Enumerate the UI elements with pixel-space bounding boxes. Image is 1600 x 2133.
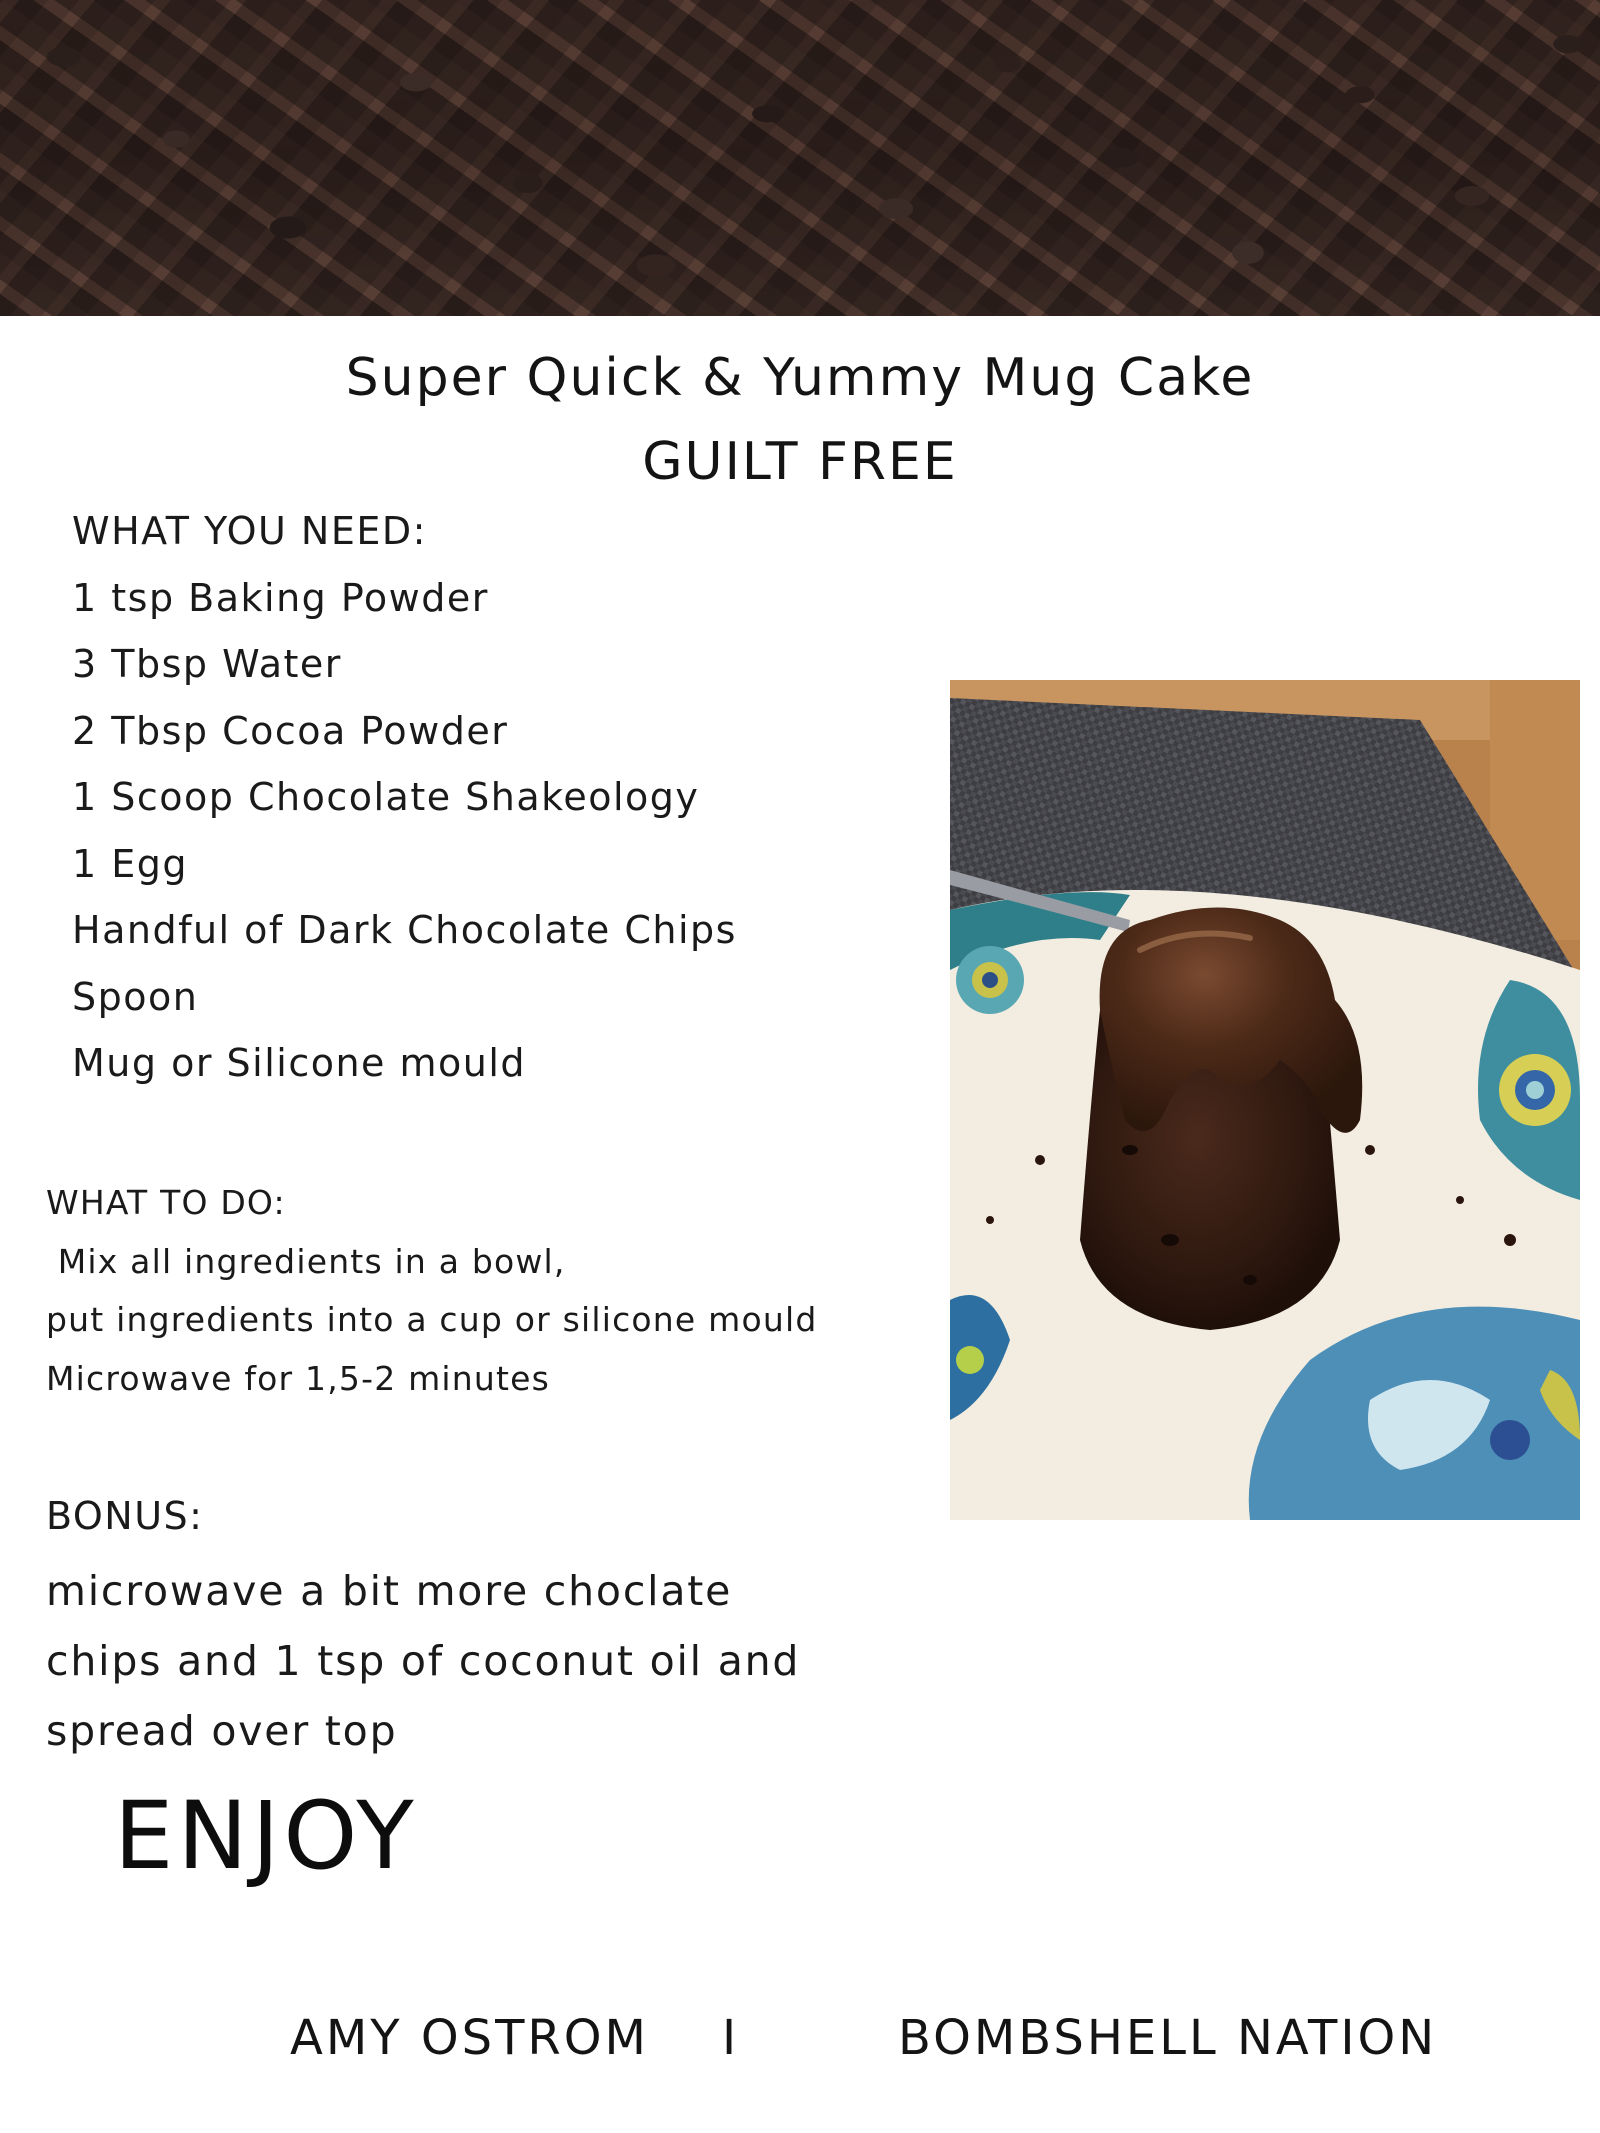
ingredient-item: 2 Tbsp Cocoa Powder xyxy=(72,708,509,753)
instructions-section xyxy=(46,1174,818,1408)
ingredient-item: 1 tsp Baking Powder xyxy=(72,575,489,620)
ingredient-item: Mug or Silicone mould xyxy=(72,1041,527,1085)
footer-separator: I xyxy=(722,2010,740,2066)
enjoy-heading: ENJOY xyxy=(114,1782,418,1891)
mug-cake-photo xyxy=(950,680,1580,1520)
ingredient-item: 1 Scoop Chocolate Shakeology xyxy=(72,775,700,819)
instruction-step: put ingredients into a cup or silicone mould xyxy=(46,1300,818,1339)
bonus-line: microwave a bit more choclate xyxy=(46,1567,733,1615)
instruction-step: Mix all ingredients in a bowl, xyxy=(46,1241,566,1281)
ingredients-section xyxy=(72,498,737,1097)
ingredient-item: Handful of Dark Chocolate Chips xyxy=(72,908,737,952)
chocolate-shavings-banner xyxy=(0,0,1600,316)
bonus-line: spread over top xyxy=(46,1707,398,1755)
ingredient-item: 1 Egg xyxy=(72,841,189,886)
brand-name: BOMBSHELL NATION xyxy=(898,2010,1438,2066)
author-name: AMY OSTROM xyxy=(290,2010,649,2066)
bonus-section xyxy=(46,1556,800,1766)
instruction-step: Microwave for 1,5-2 minutes xyxy=(46,1358,551,1398)
recipe-title: Super Quick & Yummy Mug Cake xyxy=(345,348,1255,408)
bonus-line: chips and 1 tsp of coconut oil and xyxy=(46,1637,801,1685)
recipe-subtitle: GUILT FREE xyxy=(642,432,958,492)
bonus-heading: BONUS: xyxy=(46,1494,204,1538)
ingredients-heading: WHAT YOU NEED: xyxy=(72,509,427,553)
ingredient-item: 3 Tbsp Water xyxy=(72,642,342,686)
ingredient-item: Spoon xyxy=(72,974,199,1019)
instructions-heading: WHAT TO DO: xyxy=(46,1183,286,1222)
